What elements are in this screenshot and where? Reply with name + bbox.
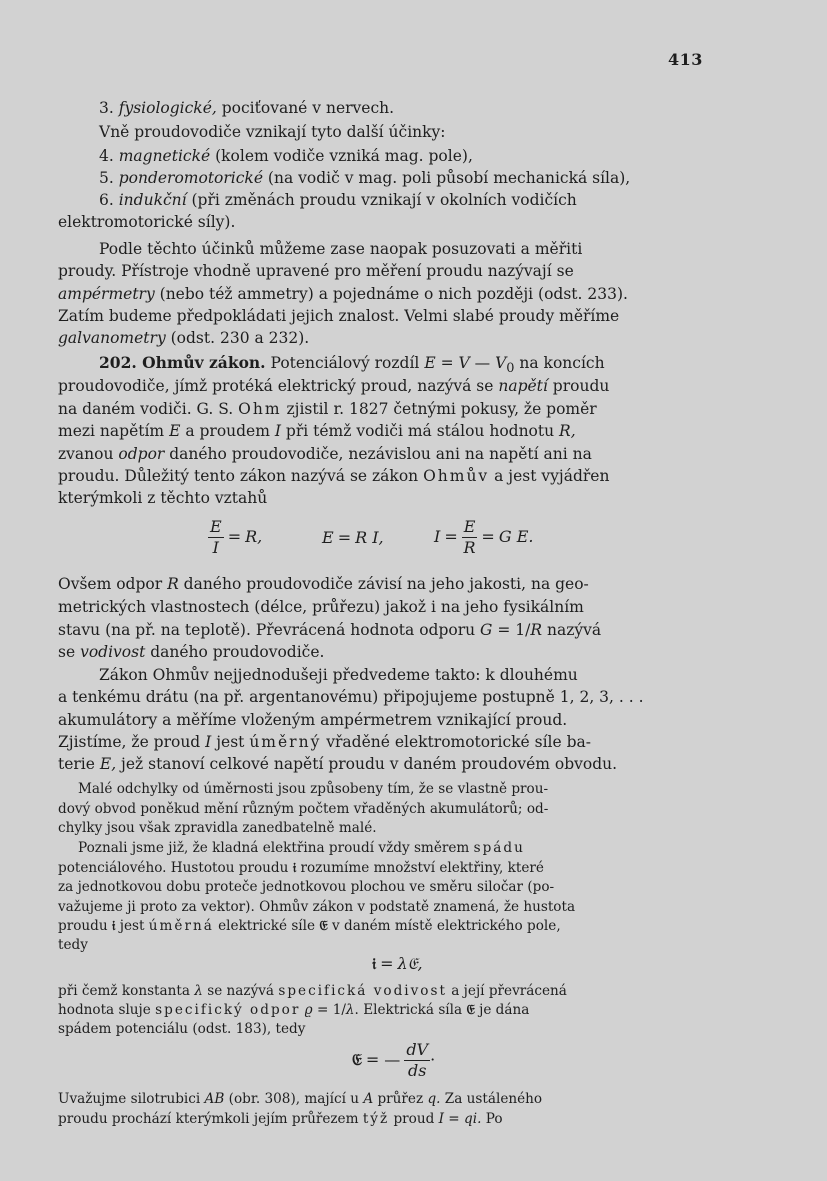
text-line: 3. fysiologické, pociťované v nervech. [99, 99, 395, 117]
small-text-line: hodnota sluje specifický odpor ϱ = 1/λ. Elektrická síla 𝔈 je dána [58, 1002, 530, 1018]
text-line: mezi napětím E a proudem I při témž vodiči má stálou hodnotu R, [58, 422, 576, 440]
text-line: a tenkému drátu (na př. argentanovému) připojujeme postupně 1, 2, 3, . . . [58, 688, 644, 706]
field-formula: 𝔈 = — $\frac{dV}{ds}$ · [352, 1040, 436, 1080]
text-line: na daném vodiči. G. S. Ohm zjistil r. 1827 četnými pokusy, že poměr [58, 400, 597, 418]
text-line: Zjistíme, že proud I jest úměrný vřaděné elektromotorické síle ba- [58, 733, 592, 751]
text-line: 4. magnetické (kolem vodiče vzniká mag. pole), [99, 147, 473, 165]
text-line: akumulátory a měříme vloženým ampérmetrem vznikající proud. [58, 711, 568, 729]
text-line: Zákon Ohmův nejjednodušeji předvedeme takto: k dlouhému [99, 666, 578, 684]
small-text-line: chylky jsou však zpravidla zanedbatelně malé. [58, 820, 377, 836]
text-line: Podle těchto účinků můžeme zase naopak posuzovati a měřiti [99, 240, 583, 258]
section-heading-line: 202. Ohmův zákon. Potenciálový rozdíl E = V — $V_0$ na koncích [99, 353, 605, 377]
small-text-line: za jednotkovou dobu proteče jednotkovou plochou ve směru siločar (po- [58, 879, 555, 895]
ohm-formula-1: $\frac{E}{I}$ = R, [210, 517, 263, 557]
text-line: metrických vlastnostech (délce, průřezu) jakož i na jeho fysikálním [58, 598, 584, 616]
small-text-line: proudu prochází kterýmkoli jejím průřezem týž proud I = qi. Po [58, 1111, 503, 1127]
text-line: Zatím budeme předpokládati jejich znalost. Velmi slabé proudy měříme [58, 307, 620, 325]
small-text-line: Malé odchylky od úměrnosti jsou způsobeny tím, že se vlastně prou- [78, 781, 549, 797]
small-text-line: proudu 𝔦 jest úměrná elektrické síle 𝔈 v daném místě elektrického pole, [58, 918, 561, 934]
text-line: Ovšem odpor R daného proudovodiče závisí na jeho jakosti, na geo- [58, 575, 589, 593]
small-text-line: potenciálového. Hustotou proudu 𝔦 rozumíme množství elektřiny, které [58, 860, 544, 876]
small-text-line: dový obvod poněkud mění různým počtem vřaděných akumulátorů; od- [58, 801, 549, 817]
text-line: kterýmkoli z těchto vztahů [58, 489, 268, 507]
current-density-formula: 𝔦 = λ𝔈, [372, 954, 423, 973]
text-line: Vně proudovodiče vznikají tyto další účinky: [99, 123, 446, 141]
text-line: elektromotorické síly). [58, 213, 236, 231]
text-line: proudy. Přístroje vhodně upravené pro měření proudu nazývají se [58, 262, 574, 280]
ohm-formula-2: E = R I, [322, 528, 384, 547]
small-text-line: Uvažujme silotrubici AB (obr. 308), mající u A průřez q. Za ustáleného [58, 1091, 543, 1107]
text-line: 6. indukční (při změnách proudu vznikají v okolních vodičích [99, 191, 577, 209]
page-number: 413 [668, 50, 703, 69]
text-line: ampérmetry (nebo též ammetry) a pojednáme o nich později (odst. 233). [58, 285, 628, 303]
text-line: se vodivost daného proudovodiče. [58, 643, 325, 661]
small-text-line: při čemž konstanta λ se nazývá specifická vodivost a její převrácená [58, 983, 567, 999]
small-text-line: Poznali jsme již, že kladná elektřina proudí vždy směrem spádu [78, 840, 525, 856]
small-text-line: spádem potenciálu (odst. 183), tedy [58, 1021, 306, 1037]
ohm-formula-3: I = $\frac{E}{R}$ = G E. [434, 517, 534, 557]
text-line: 5. ponderomotorické (na vodič v mag. poli působí mechanická síla), [99, 169, 631, 187]
text-line: proudovodiče, jímž protéká elektrický proud, nazývá se napětí proudu [58, 377, 610, 395]
text-line: terie E, jež stanoví celkové napětí proudu v daném proudovém obvodu. [58, 755, 618, 773]
small-text-line: važujeme ji proto za vektor). Ohmův zákon v podstatě znamená, že hustota [58, 899, 576, 915]
small-text-line: tedy [58, 937, 88, 953]
text-line: galvanometry (odst. 230 a 232). [58, 329, 310, 347]
text-line: proudu. Důležitý tento zákon nazývá se zákon Ohmův a jest vyjádřen [58, 467, 610, 485]
text-line: zvanou odpor daného proudovodiče, nezávislou ani na napětí ani na [58, 445, 592, 463]
text-line: stavu (na př. na teplotě). Převrácená hodnota odporu G = 1/R nazývá [58, 621, 602, 639]
